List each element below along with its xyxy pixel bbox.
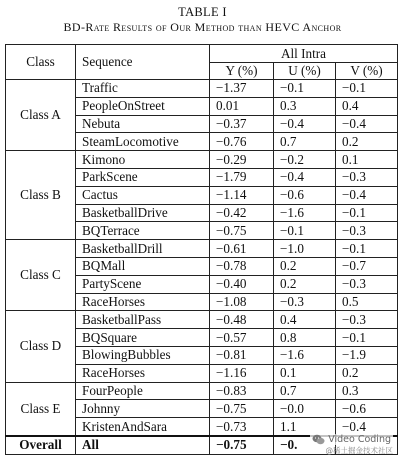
- v-cell: 0.3: [336, 382, 398, 400]
- sequence-cell: RaceHorses: [76, 293, 210, 311]
- u-cell: 0.7: [274, 382, 336, 400]
- sequence-cell: Johnny: [76, 400, 210, 418]
- v-cell: −0.7: [336, 257, 398, 275]
- watermark-text: Video Coding: [328, 434, 391, 445]
- y-cell: −0.48: [210, 311, 274, 329]
- wechat-icon: [312, 434, 325, 445]
- v-cell: 0.1: [336, 151, 398, 169]
- u-cell: −1.0: [274, 240, 336, 258]
- y-cell: −0.75: [210, 222, 274, 240]
- v-cell: −0.1: [336, 329, 398, 347]
- class-cell: Class E: [6, 382, 76, 436]
- u-cell: −0.1: [274, 80, 336, 98]
- sequence-cell: RaceHorses: [76, 364, 210, 382]
- v-cell: −0.3: [336, 222, 398, 240]
- header-v: V (%): [336, 63, 398, 80]
- v-cell: −0.4: [336, 115, 398, 133]
- sequence-cell: FourPeople: [76, 382, 210, 400]
- table-row: [6, 240, 398, 258]
- table-row: [6, 382, 398, 400]
- v-cell: −0.4: [336, 418, 398, 436]
- v-cell: 0.2: [336, 364, 398, 382]
- y-cell: −1.16: [210, 364, 274, 382]
- v-cell: −0.1: [336, 240, 398, 258]
- v-cell: −0.3: [336, 275, 398, 293]
- v-cell: −0.1: [336, 80, 398, 98]
- u-cell: −1.6: [274, 346, 336, 364]
- u-cell: 0.3: [274, 97, 336, 115]
- v-cell: −1.9: [336, 346, 398, 364]
- table-row: [6, 311, 398, 329]
- y-cell: −0.40: [210, 275, 274, 293]
- sequence-cell: Kimono: [76, 151, 210, 169]
- header-u: U (%): [274, 63, 336, 80]
- u-cell: 0.7: [274, 133, 336, 151]
- overall-u-cell: −0.: [274, 436, 336, 454]
- overall-y-cell: −0.75: [210, 436, 274, 454]
- u-cell: 0.2: [274, 257, 336, 275]
- v-cell: 0.2: [336, 133, 398, 151]
- sequence-cell: BQMall: [76, 257, 210, 275]
- sequence-cell: BasketballDrill: [76, 240, 210, 258]
- u-cell: −0.4: [274, 168, 336, 186]
- sequence-cell: Cactus: [76, 186, 210, 204]
- y-cell: −0.78: [210, 257, 274, 275]
- u-cell: −0.2: [274, 151, 336, 169]
- sequence-cell: Traffic: [76, 80, 210, 98]
- y-cell: −0.76: [210, 133, 274, 151]
- y-cell: −0.83: [210, 382, 274, 400]
- v-cell: −0.3: [336, 168, 398, 186]
- u-cell: −0.4: [274, 115, 336, 133]
- v-cell: −0.3: [336, 311, 398, 329]
- u-cell: −0.3: [274, 293, 336, 311]
- u-cell: 0.8: [274, 329, 336, 347]
- header-class: Class: [6, 45, 76, 80]
- header-y: Y (%): [210, 63, 274, 80]
- u-cell: −0.0: [274, 400, 336, 418]
- y-cell: −1.14: [210, 186, 274, 204]
- v-cell: 0.4: [336, 97, 398, 115]
- watermark: [310, 434, 393, 455]
- v-cell: −0.1: [336, 204, 398, 222]
- sequence-cell: SteamLocomotive: [76, 133, 210, 151]
- sequence-cell: BasketballDrive: [76, 204, 210, 222]
- sequence-cell: BlowingBubbles: [76, 346, 210, 364]
- v-cell: 0.5: [336, 293, 398, 311]
- sequence-cell: PartyScene: [76, 275, 210, 293]
- y-cell: −0.81: [210, 346, 274, 364]
- table-title: BD-Rate Results of Our Method than HEVC Anchor: [63, 20, 342, 34]
- y-cell: −0.61: [210, 240, 274, 258]
- class-cell: Class B: [6, 151, 76, 240]
- u-cell: −1.6: [274, 204, 336, 222]
- y-cell: −1.37: [210, 80, 274, 98]
- u-cell: 0.2: [274, 275, 336, 293]
- class-cell: Class D: [6, 311, 76, 382]
- y-cell: −0.29: [210, 151, 274, 169]
- overall-class-cell: Overall: [6, 436, 76, 454]
- bd-rate-table: [5, 44, 398, 455]
- table-row: [6, 151, 398, 169]
- sequence-cell: ParkScene: [76, 168, 210, 186]
- y-cell: −0.37: [210, 115, 274, 133]
- v-cell: −0.4: [336, 186, 398, 204]
- sequence-cell: BQTerrace: [76, 222, 210, 240]
- table-row: [6, 80, 398, 98]
- class-cell: Class C: [6, 240, 76, 311]
- table-label: TABLE I: [178, 5, 227, 19]
- u-cell: −0.1: [274, 222, 336, 240]
- u-cell: 0.4: [274, 311, 336, 329]
- sequence-cell: Nebuta: [76, 115, 210, 133]
- y-cell: −0.75: [210, 400, 274, 418]
- header-sequence: Sequence: [76, 45, 210, 80]
- y-cell: −0.42: [210, 204, 274, 222]
- v-cell: −0.6: [336, 400, 398, 418]
- u-cell: −0.6: [274, 186, 336, 204]
- sequence-cell: BQSquare: [76, 329, 210, 347]
- y-cell: −0.73: [210, 418, 274, 436]
- sequence-cell: BasketballPass: [76, 311, 210, 329]
- y-cell: −1.79: [210, 168, 274, 186]
- u-cell: 1.1: [274, 418, 336, 436]
- header-all-intra: All Intra: [210, 45, 398, 63]
- y-cell: −0.57: [210, 329, 274, 347]
- watermark-subtext: @稀土掘金技术社区: [325, 446, 393, 455]
- sequence-cell: PeopleOnStreet: [76, 97, 210, 115]
- class-cell: Class A: [6, 80, 76, 151]
- sequence-cell: KristenAndSara: [76, 418, 210, 436]
- u-cell: 0.1: [274, 364, 336, 382]
- y-cell: 0.01: [210, 97, 274, 115]
- overall-sequence-cell: All: [76, 436, 210, 454]
- y-cell: −1.08: [210, 293, 274, 311]
